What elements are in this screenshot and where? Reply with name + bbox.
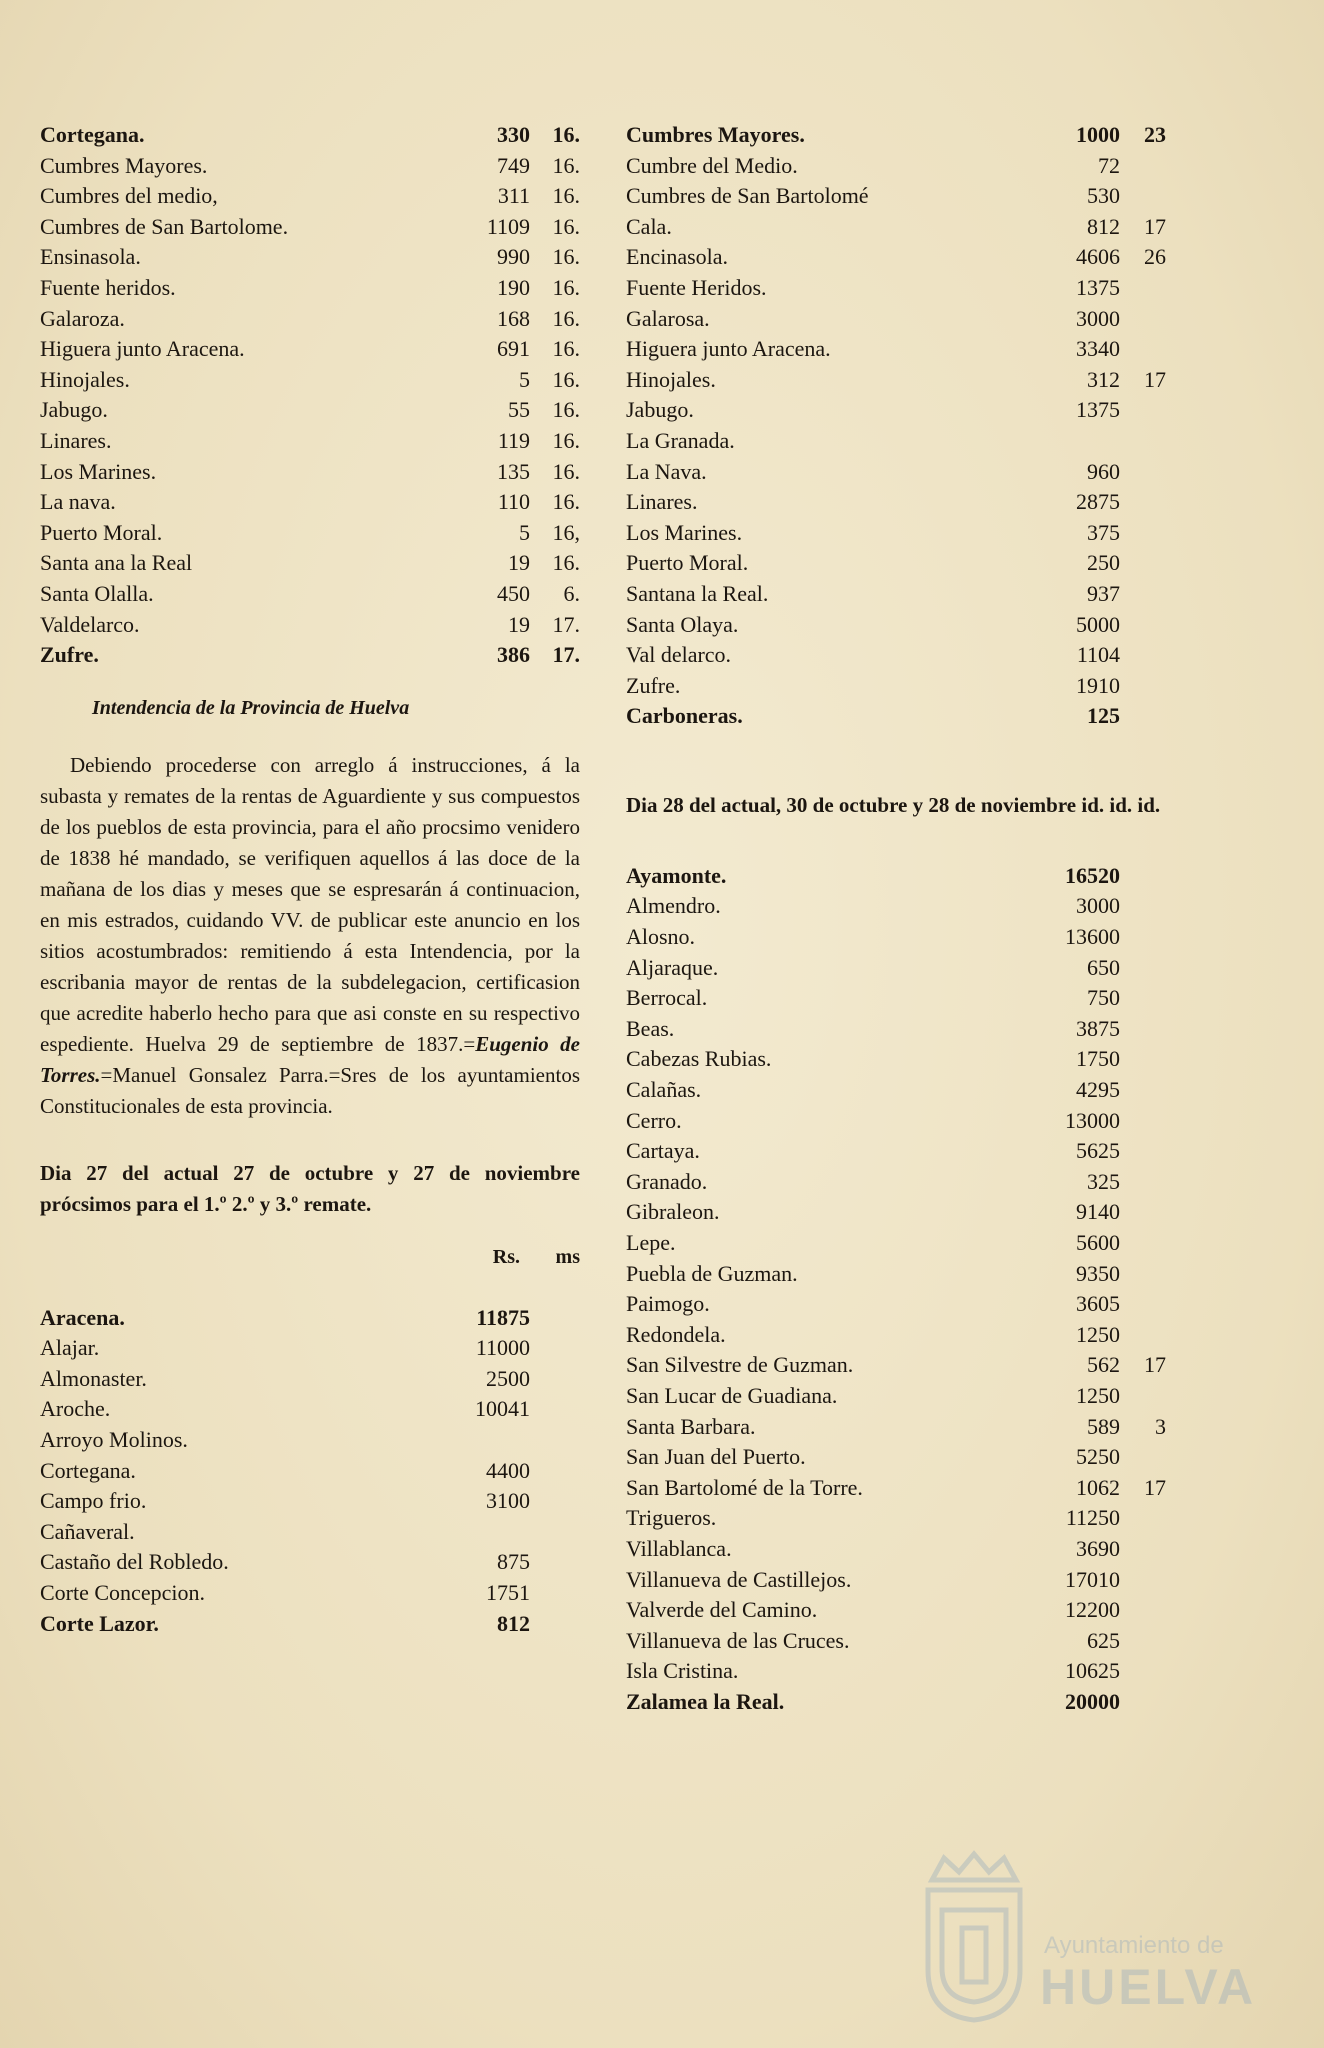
right-top-table <box>626 120 1166 732</box>
reales-value: 3605 <box>1076 1291 1120 1317</box>
place-name: Alajar. <box>40 1335 100 1361</box>
watermark-logo <box>914 1850 1257 2030</box>
table-row <box>40 334 580 365</box>
table-row <box>626 273 1166 304</box>
maravedis-value: 16. <box>552 244 580 270</box>
place-name: La nava. <box>40 489 116 515</box>
table-row <box>626 242 1166 273</box>
reales-value: 1250 <box>1076 1321 1120 1347</box>
table-row <box>40 640 580 671</box>
reales-value: 330 <box>497 122 530 147</box>
maravedis-value: 16. <box>552 397 580 423</box>
place-name: Cortegana. <box>40 122 145 147</box>
table-row <box>626 212 1166 243</box>
reales-value: 530 <box>1087 183 1120 209</box>
column-header-ms: ms <box>555 1245 580 1268</box>
place-name: Villablanca. <box>626 1535 732 1561</box>
maravedis-value: 17 <box>1144 213 1166 239</box>
table-row <box>626 701 1166 732</box>
table-row <box>40 304 580 335</box>
reales-value: 325 <box>1087 1168 1120 1194</box>
place-name: Villanueva de las Cruces. <box>626 1627 850 1653</box>
place-name: Puerto Moral. <box>626 550 749 576</box>
watermark-line2: HUELVA <box>1040 1959 1257 2015</box>
maravedis-value: 26 <box>1144 244 1166 270</box>
reales-value: 110 <box>497 489 530 515</box>
maravedis-value: 16. <box>552 366 580 392</box>
table-row <box>626 1259 1166 1290</box>
place-name: Encinasola. <box>626 244 729 270</box>
reales-value: 3000 <box>1076 893 1120 919</box>
table-row <box>626 1014 1166 1045</box>
table-row <box>40 1364 580 1395</box>
table-row <box>40 1517 580 1548</box>
place-name: Ayamonte. <box>626 862 727 888</box>
place-name: Val delarco. <box>626 642 732 668</box>
table-row <box>626 518 1166 549</box>
reales-value: 5600 <box>1076 1230 1120 1255</box>
maravedis-value: 16, <box>552 519 580 545</box>
reales-value: 3340 <box>1076 336 1120 362</box>
table-row <box>626 151 1166 182</box>
place-name: Villanueva de Castillejos. <box>626 1566 852 1592</box>
table-row <box>626 181 1166 212</box>
reales-value: 2875 <box>1076 489 1120 515</box>
reales-value: 4295 <box>1076 1077 1120 1103</box>
reales-value: 1375 <box>1076 274 1120 300</box>
place-name: Isla Cristina. <box>626 1658 739 1684</box>
place-name: Santa ana la Real <box>40 550 193 576</box>
maravedis-value: 16. <box>552 305 580 331</box>
table-row <box>626 861 1166 892</box>
place-name: Fuente heridos. <box>40 274 176 300</box>
table-row <box>626 548 1166 579</box>
place-name: Santa Olalla. <box>40 580 154 606</box>
reales-value: 11875 <box>476 1304 530 1330</box>
place-name: Cumbres Mayores. <box>626 122 805 147</box>
reales-value: 5 <box>519 519 530 545</box>
place-name: San Juan del Puerto. <box>626 1444 806 1470</box>
table-row <box>40 1456 580 1487</box>
table-row <box>626 1136 1166 1167</box>
table-row <box>626 1320 1166 1351</box>
table-row <box>40 518 580 549</box>
reales-value: 1910 <box>1076 672 1120 698</box>
maravedis-value: 16. <box>552 550 580 576</box>
table-row <box>626 1044 1166 1075</box>
table-row <box>626 1595 1166 1626</box>
reales-value: 11250 <box>1065 1505 1120 1531</box>
reales-value: 691 <box>497 336 530 362</box>
reales-value: 1000 <box>1076 122 1120 147</box>
place-name: San Silvestre de Guzman. <box>626 1352 854 1378</box>
reales-value: 3100 <box>486 1488 530 1514</box>
place-name: Cumbres de San Bartolome. <box>40 213 289 239</box>
column-header <box>40 1246 580 1269</box>
reales-value: 119 <box>497 427 530 453</box>
reales-value: 5625 <box>1076 1138 1120 1164</box>
reales-value: 55 <box>508 397 530 423</box>
place-name: Calañas. <box>626 1077 702 1103</box>
place-name: La Granada. <box>626 427 735 453</box>
place-name: Granado. <box>626 1168 708 1194</box>
maravedis-value: 6. <box>563 580 580 606</box>
place-name: Linares. <box>626 489 698 515</box>
table-row <box>40 212 580 243</box>
reales-value: 990 <box>497 244 530 270</box>
maravedis-value: 3 <box>1155 1413 1166 1439</box>
reales-value: 19 <box>508 611 530 637</box>
reales-value: 937 <box>1087 580 1120 606</box>
place-name: Cumbres de San Bartolomé <box>626 183 869 209</box>
reales-value: 12200 <box>1065 1597 1120 1623</box>
intendencia-heading: Intendencia de la Provincia de Huelva <box>92 696 410 719</box>
place-name: Valdelarco. <box>40 611 140 637</box>
reales-value: 1104 <box>1076 642 1120 668</box>
table-row <box>626 1565 1166 1596</box>
place-name: Jabugo. <box>40 397 108 423</box>
reales-value: 190 <box>497 274 530 300</box>
place-name: Castaño del Robledo. <box>40 1549 229 1575</box>
place-name: Corte Lazor. <box>40 1610 159 1636</box>
notice-text: Debiendo procederse con arreglo á instrucciones, á la subasta y remates de la rentas de Aguardiente y sus compuestos de los pueblos de esta provincia, para el año procsimo venidero de 1838 hé mandado, se verifiquen aquellos á las doce de la mañana de los dias y meses que se espresarán á continuacion, en mis estrados, cuidando VV. de publicar este anuncio en los sitios acostumbrados: remitiendo á esta Intendencia, por la escribania mayor de rentas de la subdelegacion, certificasion que acredite haberlo hecho para que asi conste en su respectivo espediente. Huelva 29 de septiembre de 1837.= <box>40 752 580 1056</box>
table-row <box>40 1394 580 1425</box>
reales-value: 10625 <box>1065 1658 1120 1684</box>
maravedis-value: 16. <box>552 122 580 147</box>
place-name: Aracena. <box>40 1304 125 1330</box>
place-name: Arroyo Molinos. <box>40 1427 188 1453</box>
table-row <box>626 1473 1166 1504</box>
reales-value: 875 <box>497 1549 530 1575</box>
place-name: Santana la Real. <box>626 580 769 606</box>
table-row <box>40 273 580 304</box>
place-name: Cartaya. <box>626 1138 700 1164</box>
maravedis-value: 16. <box>552 427 580 453</box>
crown-shield-icon <box>914 1850 1034 2025</box>
reales-value: 1375 <box>1076 397 1120 423</box>
reales-value: 311 <box>497 183 530 209</box>
watermark-line1: Ayuntamiento de <box>1044 1932 1224 1959</box>
place-name: San Lucar de Guadiana. <box>626 1382 838 1408</box>
place-name: Higuera junto Aracena. <box>626 336 831 362</box>
maravedis-value: 16. <box>552 183 580 209</box>
place-name: Cala. <box>626 213 672 239</box>
reales-value: 625 <box>1087 1627 1120 1653</box>
reales-value: 750 <box>1087 985 1120 1011</box>
table-row <box>626 983 1166 1014</box>
reales-value: 10041 <box>475 1396 530 1422</box>
place-name: Gibraleon. <box>626 1199 720 1225</box>
maravedis-value: 17 <box>1144 1352 1166 1378</box>
place-name: Cerro. <box>626 1107 682 1133</box>
maravedis-value: 16. <box>552 458 580 484</box>
table-row <box>40 457 580 488</box>
reales-value: 3000 <box>1076 305 1120 331</box>
reales-value: 450 <box>497 580 530 606</box>
table-row <box>626 1534 1166 1565</box>
table-row <box>40 426 580 457</box>
reales-value: 650 <box>1087 954 1120 980</box>
place-name: Santa Barbara. <box>626 1413 756 1439</box>
place-name: Lepe. <box>626 1230 676 1255</box>
reales-value: 5 <box>519 366 530 392</box>
table-row <box>40 395 580 426</box>
reales-value: 1250 <box>1076 1382 1120 1408</box>
place-name: Corte Concepcion. <box>40 1580 205 1606</box>
table-row <box>626 579 1166 610</box>
maravedis-value: 17. <box>552 611 580 637</box>
place-name: Zufre. <box>626 672 681 698</box>
notice-tail: =Manuel Gonsalez Parra.=Sres de los ayuntamientos Constitucionales de esta provincia. <box>40 1062 580 1118</box>
maravedis-value: 17. <box>552 642 580 668</box>
reales-value: 812 <box>497 1610 530 1636</box>
right-bottom-table <box>626 861 1166 1718</box>
place-name: Galarosa. <box>626 305 710 331</box>
reales-value: 5000 <box>1076 611 1120 637</box>
reales-value: 20000 <box>1065 1688 1120 1714</box>
place-name: Zufre. <box>40 642 99 668</box>
place-name: Fuente Heridos. <box>626 274 767 300</box>
table-row <box>626 1075 1166 1106</box>
notice-signature: Eugenio de Torres. <box>40 1031 580 1087</box>
reales-value: 13000 <box>1065 1107 1120 1133</box>
reales-value: 749 <box>497 152 530 178</box>
place-name: Zalamea la Real. <box>626 1688 785 1714</box>
reales-value: 1750 <box>1076 1046 1120 1072</box>
maravedis-value: 16. <box>552 213 580 239</box>
place-name: Aljaraque. <box>626 954 719 980</box>
reales-value: 16520 <box>1065 862 1120 888</box>
reales-value: 9140 <box>1076 1199 1120 1225</box>
table-row <box>40 151 580 182</box>
place-name: Santa Olaya. <box>626 611 739 637</box>
reales-value: 3690 <box>1076 1535 1120 1561</box>
reales-value: 9350 <box>1076 1260 1120 1286</box>
place-name: Cortegana. <box>40 1457 136 1483</box>
reales-value: 5250 <box>1076 1444 1120 1470</box>
reales-value: 312 <box>1087 366 1120 392</box>
table-row <box>40 1303 580 1334</box>
table-row <box>626 1656 1166 1687</box>
reales-value: 1062 <box>1076 1474 1120 1500</box>
table-row <box>40 120 580 151</box>
column-header-rs: Rs. <box>492 1245 520 1268</box>
table-row <box>40 1333 580 1364</box>
reales-value: 960 <box>1087 458 1120 484</box>
maravedis-value: 16. <box>552 489 580 515</box>
place-name: Alosno. <box>626 924 696 950</box>
reales-value: 13600 <box>1065 924 1120 950</box>
table-row <box>626 304 1166 335</box>
table-row <box>626 426 1166 457</box>
table-row <box>626 922 1166 953</box>
reales-value: 562 <box>1087 1352 1120 1378</box>
place-name: Hinojales. <box>40 366 130 392</box>
table-row <box>626 1442 1166 1473</box>
place-name: Beas. <box>626 1015 675 1041</box>
reales-value: 589 <box>1087 1413 1120 1439</box>
table-row <box>626 1197 1166 1228</box>
table-row <box>40 1425 580 1456</box>
reales-value: 11000 <box>475 1335 530 1361</box>
table-row <box>40 487 580 518</box>
place-name: Carboneras. <box>626 703 743 729</box>
table-row <box>626 1167 1166 1198</box>
place-name: Aroche. <box>40 1396 111 1422</box>
place-name: Puerto Moral. <box>40 519 163 545</box>
reales-value: 2500 <box>486 1365 530 1391</box>
reales-value: 4400 <box>486 1457 530 1483</box>
left-column <box>40 120 580 1639</box>
place-name: Redondela. <box>626 1321 726 1347</box>
place-name: Cañaveral. <box>40 1518 135 1544</box>
table-row <box>40 548 580 579</box>
place-name: Campo frio. <box>40 1488 147 1514</box>
table-row <box>40 1578 580 1609</box>
place-name: Berrocal. <box>626 985 708 1011</box>
table-row <box>626 395 1166 426</box>
left-bottom-table <box>40 1303 580 1640</box>
maravedis-value: 16. <box>552 274 580 300</box>
table-row <box>626 334 1166 365</box>
place-name: Higuera junto Aracena. <box>40 336 245 362</box>
table-row <box>40 1547 580 1578</box>
place-name: Almendro. <box>626 893 721 919</box>
table-row <box>40 365 580 396</box>
table-row <box>40 1609 580 1640</box>
table-row <box>626 1503 1166 1534</box>
place-name: Cabezas Rubias. <box>626 1046 772 1072</box>
maravedis-value: 17 <box>1144 1474 1166 1500</box>
reales-value: 19 <box>508 550 530 576</box>
place-name: Galaroza. <box>40 305 125 331</box>
table-row <box>40 579 580 610</box>
reales-value: 386 <box>497 642 530 668</box>
table-row <box>40 610 580 641</box>
table-row <box>626 1412 1166 1443</box>
reales-value: 375 <box>1087 519 1120 545</box>
reales-value: 812 <box>1087 213 1120 239</box>
place-name: Puebla de Guzman. <box>626 1260 798 1286</box>
table-row <box>626 120 1166 151</box>
table-row <box>626 953 1166 984</box>
table-row <box>626 1228 1166 1259</box>
reales-value: 1751 <box>486 1580 530 1606</box>
table-row <box>626 487 1166 518</box>
table-row <box>626 457 1166 488</box>
place-name: Valverde del Camino. <box>626 1597 818 1623</box>
table-row <box>626 610 1166 641</box>
reales-value: 3875 <box>1076 1015 1120 1041</box>
table-row <box>626 1350 1166 1381</box>
reales-value: 168 <box>497 305 530 331</box>
place-name: Paimogo. <box>626 1291 710 1317</box>
place-name: Almonaster. <box>40 1365 147 1391</box>
right-column <box>626 120 1166 1718</box>
place-name: Los Marines. <box>626 519 743 545</box>
table-row <box>40 242 580 273</box>
place-name: Cumbre del Medio. <box>626 152 798 178</box>
table-row <box>626 640 1166 671</box>
table-row <box>626 365 1166 396</box>
table-row <box>40 1486 580 1517</box>
maravedis-value: 16. <box>552 336 580 362</box>
left-top-table <box>40 120 580 671</box>
place-name: San Bartolomé de la Torre. <box>626 1474 863 1500</box>
reales-value: 72 <box>1098 152 1120 178</box>
table-row <box>626 891 1166 922</box>
table-row <box>40 181 580 212</box>
place-name: Cumbres Mayores. <box>40 152 208 178</box>
maravedis-value: 16. <box>552 152 580 178</box>
table-row <box>626 1381 1166 1412</box>
place-name: Hinojales. <box>626 366 716 392</box>
place-name: Cumbres del medio, <box>40 183 218 209</box>
reales-value: 135 <box>497 458 530 484</box>
place-name: La Nava. <box>626 458 707 484</box>
table-row <box>626 1687 1166 1718</box>
maravedis-value: 17 <box>1144 366 1166 392</box>
place-name: Trigueros. <box>626 1505 717 1531</box>
section-heading-left: Dia 27 del actual 27 de octubre y 27 de noviembre prócsimos para el 1.º 2.º y 3.º remate. <box>40 1160 580 1216</box>
notice-paragraph <box>40 750 580 1122</box>
place-name: Ensinasola. <box>40 244 141 270</box>
table-row <box>626 1626 1166 1657</box>
reales-value: 250 <box>1087 550 1120 576</box>
place-name: Jabugo. <box>626 397 694 423</box>
reales-value: 17010 <box>1065 1566 1120 1592</box>
table-row <box>626 671 1166 702</box>
maravedis-value: 23 <box>1144 122 1166 147</box>
reales-value: 125 <box>1087 703 1120 729</box>
reales-value: 4606 <box>1076 244 1120 270</box>
table-row <box>626 1106 1166 1137</box>
table-row <box>626 1289 1166 1320</box>
place-name: Linares. <box>40 427 112 453</box>
reales-value: 1109 <box>486 213 530 239</box>
place-name: Los Marines. <box>40 458 157 484</box>
section-heading-right: Dia 28 del actual, 30 de octubre y 28 de noviembre id. id. id. <box>626 792 1161 817</box>
